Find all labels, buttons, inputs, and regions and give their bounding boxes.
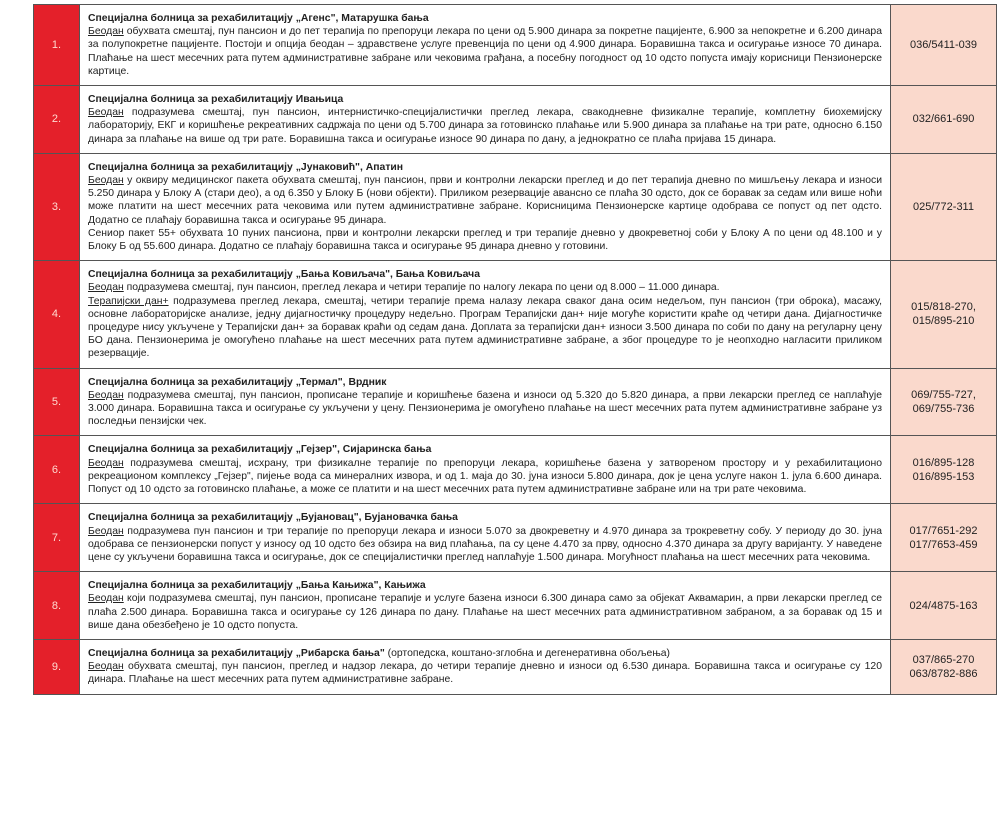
description-text: подразумева преглед лекара, смештај, четири терапије према налазу лекара сваког дана осим недељом, пун пансион (три оброка), масажу, основне лабораторијске анализе, једну дијагностичку процедуру недељно. Програм Терапијски дан+ није могуће користити краће од четири дана. Дијагностичке процедуре нису укључене у Терапијски дан+ за боравак краћи од седам дана. Доплата за терапијски дан+ износи 3.500 динара по соби по дану на регуларну цену БО дана. Пензионерима је омогућено плаћање на шест месечних рата путем административне забране, а због процедуре то је неопходно нагласити приликом резервације. xyxy=(88,295,882,360)
description-paragraph xyxy=(88,525,882,565)
hospital-name: Специјална болница за рехабилитацију „Агенс", Матарушка бања xyxy=(88,13,429,24)
row-phone xyxy=(891,5,997,86)
row-paragraphs xyxy=(88,389,882,429)
package-name: Беодан xyxy=(88,593,124,605)
row-phone xyxy=(891,261,997,368)
description-text: обухвата смештај, пун пансион, преглед и надзор лекара, до четири терапије дневно и износи од 6.530 динара. Боравишна такса и осигурање су 120 динара. Плаћање на шест месечних рата путем административне забране. xyxy=(88,661,882,686)
description-text: подразумева смештај, пун пансион, интернистичко-специјалистички преглед лекара, свакодневне физикалне терапије, комплетну биохемијску лабораторију, ЕКГ и коришћење рекреативних садржаја по цени од 5.700 динара за готовинско плаћање или 5.900 динара за плаћање на три рате, односно 6.150 динара за плаћање на више од три рате. Боравишна такса и осигурање износе 90 динара по дану, а једнократно се плаћа пријава 15 динара. xyxy=(88,107,882,145)
hospital-name: Специјална болница за рехабилитацију „Бујановац", Бујановачка бања xyxy=(88,512,458,524)
row-paragraphs xyxy=(88,457,882,497)
table-row xyxy=(34,368,997,436)
hospital-name: Специјална болница за рехабилитацију „Термал", Врдник xyxy=(88,376,387,388)
description-paragraph xyxy=(88,295,882,361)
description-text: обухвата смештај, пун пансион и до пет терапија по препоруци лекара по цени од 5.900 динара за покретне пацијенте, 6.900 за непокретне и 6.200 динара за полупокретне пацијенте. Постоји и опција беодан – здравствене услуге превенција по цени од 4.900 динара. Боравишна такса и осигурање износе 70 динара. Плаћање на шест месечних рата путем административне забране или чековима грађана, а посебну погодност од 10 одсто попуста имају корисници Пензионерске картице. xyxy=(88,26,882,77)
phone-number: 025/772-311 xyxy=(913,201,974,214)
row-phone xyxy=(891,504,997,572)
package-name: Беодан xyxy=(88,525,124,537)
phone-number: 069/755-736 xyxy=(912,403,975,416)
row-phone xyxy=(891,368,997,436)
row-paragraphs xyxy=(88,25,882,78)
hospital-title xyxy=(88,443,882,456)
hospital-title xyxy=(88,376,882,389)
phone-number: 015/895-210 xyxy=(912,315,975,328)
phone-number: 024/4875-163 xyxy=(909,599,978,612)
row-paragraphs xyxy=(88,660,882,686)
hospital-title xyxy=(88,268,882,281)
table-row xyxy=(34,86,997,154)
row-number: 9. xyxy=(34,639,80,694)
package-name: Беодан xyxy=(88,107,124,119)
phone-number: 015/818-270, xyxy=(911,301,976,314)
spa-price-table xyxy=(33,4,997,695)
row-number: 6. xyxy=(34,436,80,504)
description-paragraph xyxy=(88,281,882,294)
package-name: Беодан xyxy=(88,26,124,38)
row-phone xyxy=(891,153,997,260)
row-paragraphs xyxy=(88,525,882,565)
row-number: 2. xyxy=(34,86,80,154)
row-description xyxy=(80,261,891,368)
phone-number: 032/661-690 xyxy=(912,113,975,126)
hospital-name: Специјална болница за рехабилитацију „Бања Кањижа", Кањижа xyxy=(88,580,426,592)
description-paragraph xyxy=(88,389,882,429)
description-text: Сениор пакет 55+ обухвата 10 пуних пансиона, први и контролни лекарски преглед и три терапије дневно у двокреветној соби у Блоку А по цени од 48.100 и у Блоку Б од 55.600 динара. Додатно се плаћају боравишна такса и осигурање 95 динара дневно у готовини. xyxy=(88,227,882,253)
package-name: Беодан xyxy=(88,175,124,187)
row-description xyxy=(80,572,891,640)
row-paragraphs xyxy=(88,281,882,360)
phone-number: 037/865-270 xyxy=(912,653,975,666)
phone-number: 016/895-153 xyxy=(912,470,975,483)
table-row xyxy=(34,436,997,504)
phone-number: 036/5411-039 xyxy=(909,39,978,51)
row-number: 5. xyxy=(34,368,80,436)
package-name: Беодан xyxy=(88,389,124,401)
table-row xyxy=(34,572,997,640)
description-text: подразумева смештај, пун пансион, прописане терапије и коришћење базена и износи од 5.320 до 5.820 динара, а први лекарски преглед се наплаћује 3.000 динара. Боравишна такса и осигурање су укључени у цену. Пензионерима је омогућено плаћање на шест месечних рата путем административне забране уз последњи пензијски чек. xyxy=(88,389,882,428)
phone-number: 017/7651-292 xyxy=(909,524,978,537)
row-number: 3. xyxy=(34,153,80,260)
phone-number: 017/7653-459 xyxy=(909,538,978,551)
description-paragraph xyxy=(88,660,882,686)
hospital-name: Специјална болница за рехабилитацију „Гејзер", Сијаринска бања xyxy=(88,444,432,456)
package-name: Беодан xyxy=(88,457,124,469)
phone-number: 016/895-128 xyxy=(912,456,975,469)
row-phone xyxy=(891,572,997,640)
hospital-title xyxy=(88,647,882,660)
phone-number: 069/755-727, xyxy=(911,389,976,402)
table-row xyxy=(34,5,997,86)
hospital-name: Специјална болница за рехабилитацију „Бања Ковиљача", Бања Ковиљача xyxy=(88,269,480,281)
description-paragraph xyxy=(88,592,882,632)
row-number: 1. xyxy=(34,5,80,86)
row-paragraphs xyxy=(88,592,882,632)
table-row xyxy=(34,153,997,260)
row-description xyxy=(80,86,891,154)
row-phone xyxy=(891,86,997,154)
description-paragraph xyxy=(88,25,882,78)
hospital-title xyxy=(88,93,882,106)
description-text: који подразумева смештај, пун пансион, прописане терапије и услуге базена износи 6.300 динара само за објекат Аквамарин, а први лекарски преглед се плаћа 2.500 динара. Боравишна такса и осигурање су 126 динара по дану. Плаћање на шест месечних рата административном забраном, а за боравак од 15 и више дана обезбеђено је 10 одсто попуста. xyxy=(88,593,882,631)
row-paragraphs xyxy=(88,174,882,253)
description-text: подразумева смештај, исхрану, три физикалне терапије по препоруци лекара, коришћење базена у затвореном простору и у рехабилитационо рекреационом комплексу „Гејзер", пијење вода са минералних извора, и од 1. маја до 30. јуна износи 5.800 динара, док је цена услуге након 1. јула 6.600 динара. Попуст од 10 одсто за готовинско плаћање, а може се платити и на шест месечних рата путем административне забране или на три рате чековима. xyxy=(88,457,882,496)
table-row xyxy=(34,504,997,572)
row-number: 4. xyxy=(34,261,80,368)
hospital-specialty: (ортопедска, коштано-зглобна и дегенеративна обољења) xyxy=(384,647,671,659)
row-description xyxy=(80,368,891,436)
row-phone xyxy=(891,639,997,694)
package-name: Беодан xyxy=(88,282,124,294)
table-row xyxy=(34,639,997,694)
hospital-title xyxy=(88,511,882,524)
phone-number: 063/8782-886 xyxy=(909,667,978,680)
row-paragraphs xyxy=(88,106,882,146)
row-number: 7. xyxy=(34,504,80,572)
row-phone xyxy=(891,436,997,504)
row-description xyxy=(80,5,891,86)
hospital-name: Специјална болница за рехабилитацију „Рибарска бања" xyxy=(88,647,385,659)
package-name: Терапијски дан+ xyxy=(88,295,169,307)
table-body xyxy=(34,5,997,695)
hospital-name: Специјална болница за рехабилитацију Ивањица xyxy=(88,94,344,106)
row-description xyxy=(80,639,891,694)
description-paragraph xyxy=(88,227,882,253)
description-paragraph xyxy=(88,174,882,227)
description-paragraph xyxy=(88,106,882,146)
description-text: у оквиру медицинског пакета обухвата смештај, пун пансион, први и контролни лекарски преглед и до пет терапија дневно по мишљењу лекара и износи 5.250 динара у Блоку А (стари део), а од 6.350 у Блоку Б (нови објекти). Приликом резервације авансно се плаћа 30 одсто, док се боравак за седам или више ноћи може платити на шест месечних рата чековима или путем административне забране. Корисницима Пензионерске картице одобрава се попуст од пет одсто. Додатно се плаћају боравишна такса и осигурање 95 динара. xyxy=(88,175,882,226)
hospital-title xyxy=(88,12,882,25)
package-name: Беодан xyxy=(88,661,124,673)
row-number: 8. xyxy=(34,572,80,640)
description-text: подразумева пун пансион и три терапије по препоруци лекара и износи 5.070 за двокреветну и 4.970 динара за трокреветну собу. У периоду до 30. јуна одобрава се пензионерски попуст у износу од 10 одсто без обзира на вид плаћања, па су цене 4.470 за прву, односно 4.370 динара за другу варијанту. У наведене цене су укључени боравишна такса и осигурање, док се специјалистички преглед наплаћује 1.500 динара. Могућност плаћања на шест месечних рата чековима. xyxy=(88,525,882,563)
hospital-title xyxy=(88,579,882,592)
row-description xyxy=(80,436,891,504)
row-description xyxy=(80,504,891,572)
row-description xyxy=(80,153,891,260)
table-row xyxy=(34,261,997,368)
description-paragraph xyxy=(88,457,882,497)
hospital-title xyxy=(88,161,882,174)
description-text: подразумева смештај, пун пансион, преглед лекара и четири терапије по налогу лекара по цени од 8.000 – 11.000 динара. xyxy=(123,282,720,294)
hospital-name: Специјална болница за рехабилитацију „Јунаковић", Апатин xyxy=(88,161,404,173)
